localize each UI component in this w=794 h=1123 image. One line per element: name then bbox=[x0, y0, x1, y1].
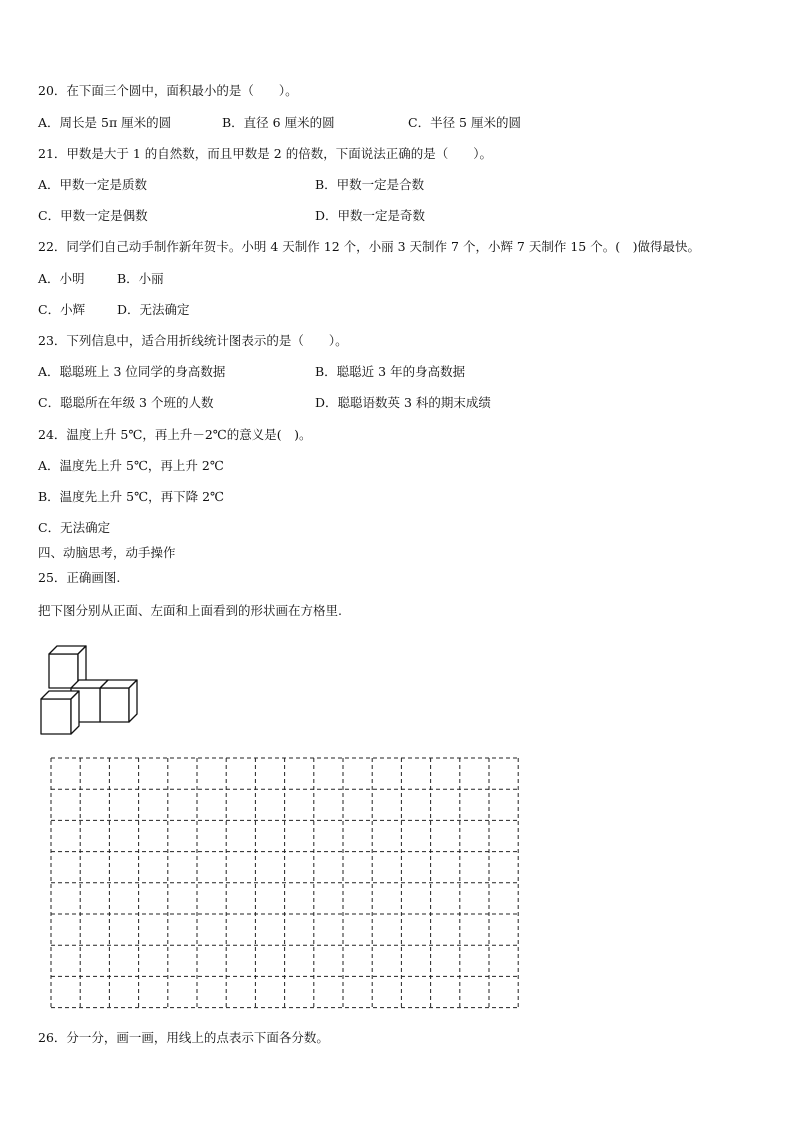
question-24-stem: 24．温度上升 5℃，再上升－2℃的意义是( )。 bbox=[38, 427, 312, 442]
square-grid[interactable] bbox=[50, 757, 522, 1013]
question-23-option-c: C．聪聪所在年级 3 个班的人数 bbox=[38, 395, 214, 410]
question-25-stem: 25．正确画图. bbox=[38, 570, 121, 585]
question-22-option-c: C．小辉 bbox=[38, 302, 86, 317]
question-23-option-b: B．聪聪近 3 年的身高数据 bbox=[315, 364, 466, 379]
question-20-option-a: A．周长是 5π 厘米的圆 bbox=[38, 115, 172, 130]
cube-front-side-face bbox=[71, 691, 79, 734]
cube-right-front-face bbox=[100, 688, 129, 722]
question-24-option-a: A．温度先上升 5℃，再上升 2℃ bbox=[38, 458, 224, 473]
section-heading: 四、动脑思考，动手操作 bbox=[38, 545, 176, 560]
question-20-stem: 20．在下面三个圆中，面积最小的是（ ）。 bbox=[38, 83, 298, 98]
question-21-option-d: D．甲数一定是奇数 bbox=[315, 208, 426, 223]
question-22-option-b: B．小丽 bbox=[117, 271, 164, 286]
question-22-stem: 22．同学们自己动手制作新年贺卡。小明 4 天制作 12 个，小丽 3 天制作 7 个，小辉 7 天制作 15 个。( )做得最快。 bbox=[38, 239, 700, 254]
question-20-option-b: B．直径 6 厘米的圆 bbox=[222, 115, 335, 130]
question-25-instruction: 把下图分别从正面、左面和上面看到的形状画在方格里. bbox=[38, 603, 342, 618]
question-24-option-c: C．无法确定 bbox=[38, 520, 111, 535]
question-22-option-d: D．无法确定 bbox=[117, 302, 190, 317]
question-26-stem: 26．分一分，画一画，用线上的点表示下面各分数。 bbox=[38, 1030, 329, 1045]
question-24-option-b: B．温度先上升 5℃，再下降 2℃ bbox=[38, 489, 225, 504]
cube-figure bbox=[36, 642, 140, 738]
question-20-option-c: C．半径 5 厘米的圆 bbox=[408, 115, 521, 130]
cube-front-front-face bbox=[41, 699, 71, 734]
question-23-option-d: D．聪聪语数英 3 科的期末成绩 bbox=[315, 395, 491, 410]
cube-right-side-face bbox=[129, 680, 137, 722]
cube-top-front-face bbox=[49, 654, 78, 688]
question-21-stem: 21．甲数是大于 1 的自然数，而且甲数是 2 的倍数，下面说法正确的是（ ）。 bbox=[38, 146, 492, 161]
question-21-option-c: C．甲数一定是偶数 bbox=[38, 208, 148, 223]
question-21-option-b: B．甲数一定是合数 bbox=[315, 177, 425, 192]
question-22-option-a: A．小明 bbox=[38, 271, 85, 286]
question-23-option-a: A．聪聪班上 3 位同学的身高数据 bbox=[38, 364, 226, 379]
question-21-option-a: A．甲数一定是质数 bbox=[38, 177, 148, 192]
question-23-stem: 23．下列信息中，适合用折线统计图表示的是（ ）。 bbox=[38, 333, 348, 348]
